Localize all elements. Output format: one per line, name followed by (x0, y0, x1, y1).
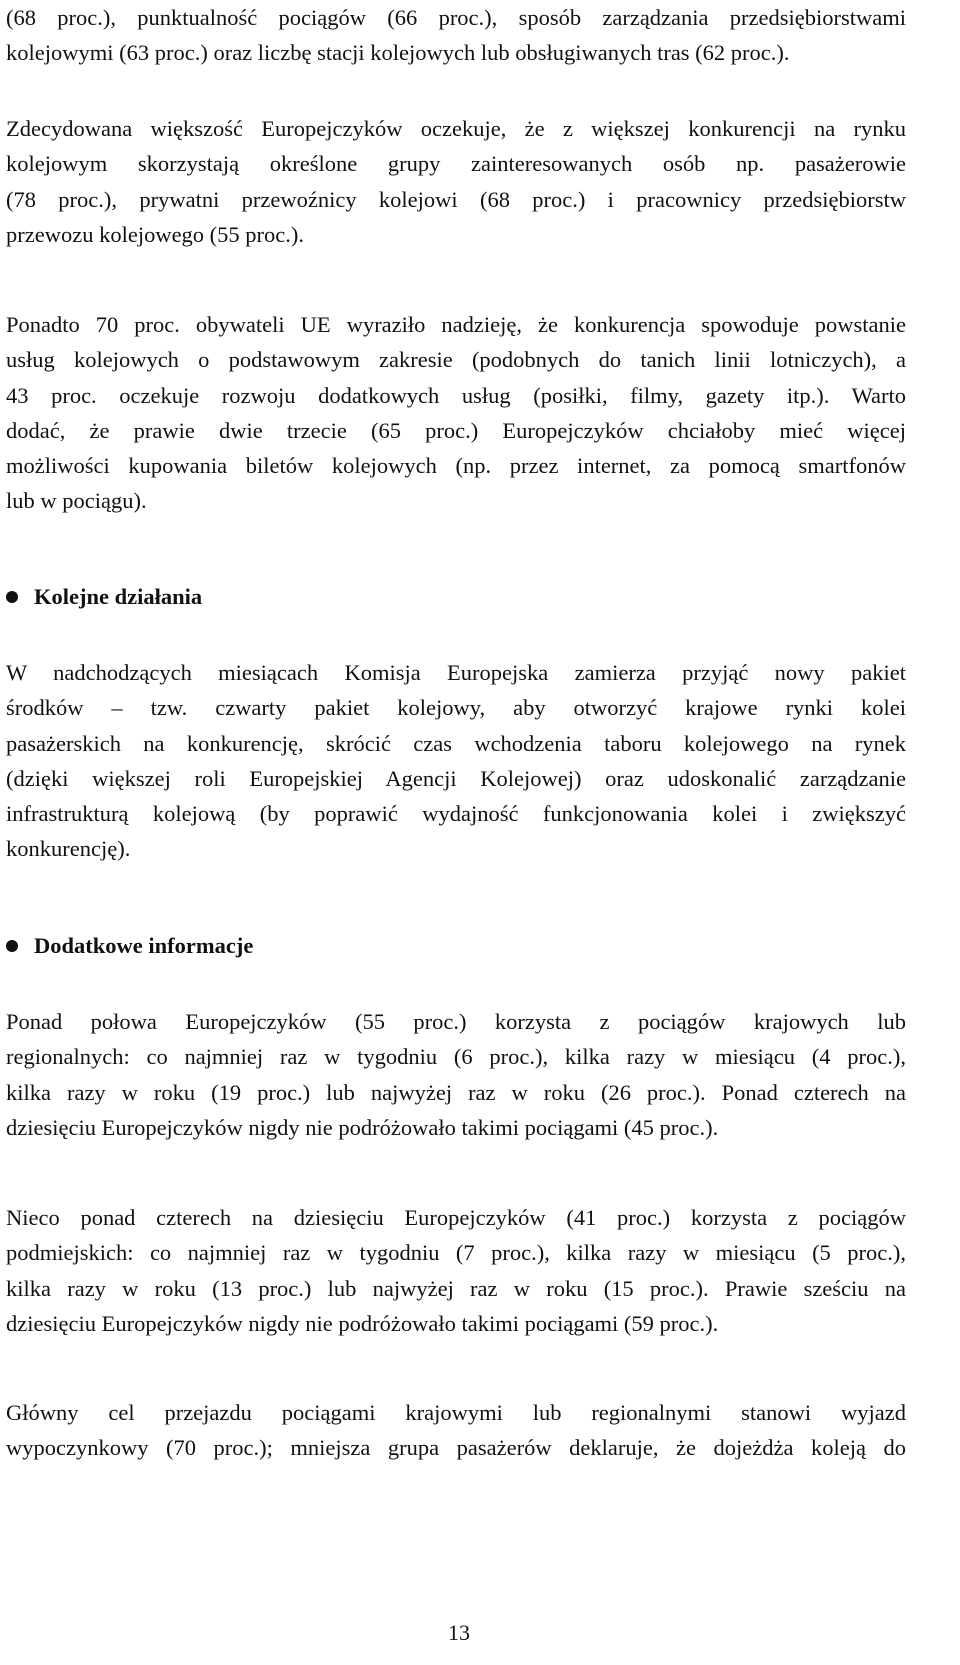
text-line: (68 proc.), punktualność pociągów (66 proc.), sposób zarządzania przedsiębiorstwami (6, 5, 906, 30)
text-line: przewozu kolejowego (55 proc.). (6, 221, 305, 247)
text-line: Główny cel przejazdu pociągami krajowymi lub regionalnymi stanowi wyjazd (6, 1400, 906, 1425)
text-line: wypoczynkowy (70 proc.); mniejsza grupa pasażerów deklaruje, że dojeżdża koleją do (6, 1435, 906, 1461)
text-line: kolejowym skorzystają określone grupy zainteresowanych osób np. pasażerowie (6, 151, 906, 177)
text-line: Zdecydowana większość Europejczyków oczekuje, że z większej konkurencji na rynku (6, 116, 906, 141)
paragraph-5 (6, 1004, 906, 1145)
paragraph-1 (6, 0, 906, 71)
text-line: kolejowymi (63 proc.) oraz liczbę stacji kolejowych lub obsługiwanych tras (62 proc.). (6, 40, 790, 66)
text-line: Ponad połowa Europejczyków (55 proc.) korzysta z pociągów krajowych lub (6, 1009, 906, 1034)
text-line: infrastrukturą kolejową (by poprawić wydajność funkcjonowania kolei i zwiększyć (6, 801, 906, 827)
paragraph-4 (6, 655, 906, 867)
section-heading-additional-info (6, 928, 253, 963)
text-line: Ponadto 70 proc. obywateli UE wyraziło nadzieję, że konkurencja spowoduje powstanie (6, 312, 906, 337)
text-line: dodać, że prawie dwie trzecie (65 proc.) Europejczyków chciałoby mieć więcej (6, 417, 906, 443)
paragraph-6 (6, 1200, 906, 1341)
paragraph-3 (6, 307, 906, 519)
paragraph-7 (6, 1395, 906, 1466)
text-line: usług kolejowych o podstawowym zakresie (podobnych do tanich linii lotniczych), a (6, 347, 906, 373)
bullet-icon (6, 591, 18, 603)
paragraph-2 (6, 111, 906, 252)
heading-text: Kolejne działania (34, 584, 203, 609)
text-line: Nieco ponad czterech na dziesięciu Europejczyków (41 proc.) korzysta z pociągów (6, 1205, 906, 1230)
page-number: 13 (448, 1620, 470, 1645)
text-line: dziesięciu Europejczyków nigdy nie podróżowało takimi pociągami (45 proc.). (6, 1114, 719, 1140)
text-line: kilka razy w roku (13 proc.) lub najwyżej raz w roku (15 proc.). Prawie sześciu na (6, 1275, 906, 1301)
text-line: lub w pociągu). (6, 488, 147, 514)
heading-text: Dodatkowe informacje (34, 933, 254, 958)
text-line: możliwości kupowania biletów kolejowych (np. przez internet, za pomocą smartfonów (6, 453, 906, 479)
text-line: pasażerskich na konkurencję, skrócić czas wchodzenia taboru kolejowego na rynek (6, 730, 906, 756)
text-line: podmiejskich: co najmniej raz w tygodniu (7 proc.), kilka razy w miesiącu (5 proc.), (6, 1240, 906, 1266)
text-line: kilka razy w roku (19 proc.) lub najwyżej raz w roku (26 proc.). Ponad czterech na (6, 1079, 906, 1105)
text-line: regionalnych: co najmniej raz w tygodniu (6 proc.), kilka razy w miesiącu (4 proc.), (6, 1044, 906, 1070)
text-line: (78 proc.), prywatni przewoźnicy kolejowi (68 proc.) i pracownicy przedsiębiorstw (6, 186, 906, 212)
section-heading-next-steps (6, 579, 202, 614)
text-line: W nadchodzących miesiącach Komisja Europejska zamierza przyjąć nowy pakiet (6, 660, 906, 685)
text-line: środków – tzw. czwarty pakiet kolejowy, aby otworzyć krajowe rynki kolei (6, 695, 906, 721)
text-line: (dzięki większej roli Europejskiej Agencji Kolejowej) oraz udoskonalić zarządzanie (6, 765, 906, 791)
text-line: dziesięciu Europejczyków nigdy nie podróżowało takimi pociągami (59 proc.). (6, 1310, 719, 1336)
text-line: konkurencję). (6, 836, 131, 862)
text-line: 43 proc. oczekuje rozwoju dodatkowych usług (posiłki, filmy, gazety itp.). Warto (6, 382, 906, 408)
bullet-icon (6, 940, 18, 952)
